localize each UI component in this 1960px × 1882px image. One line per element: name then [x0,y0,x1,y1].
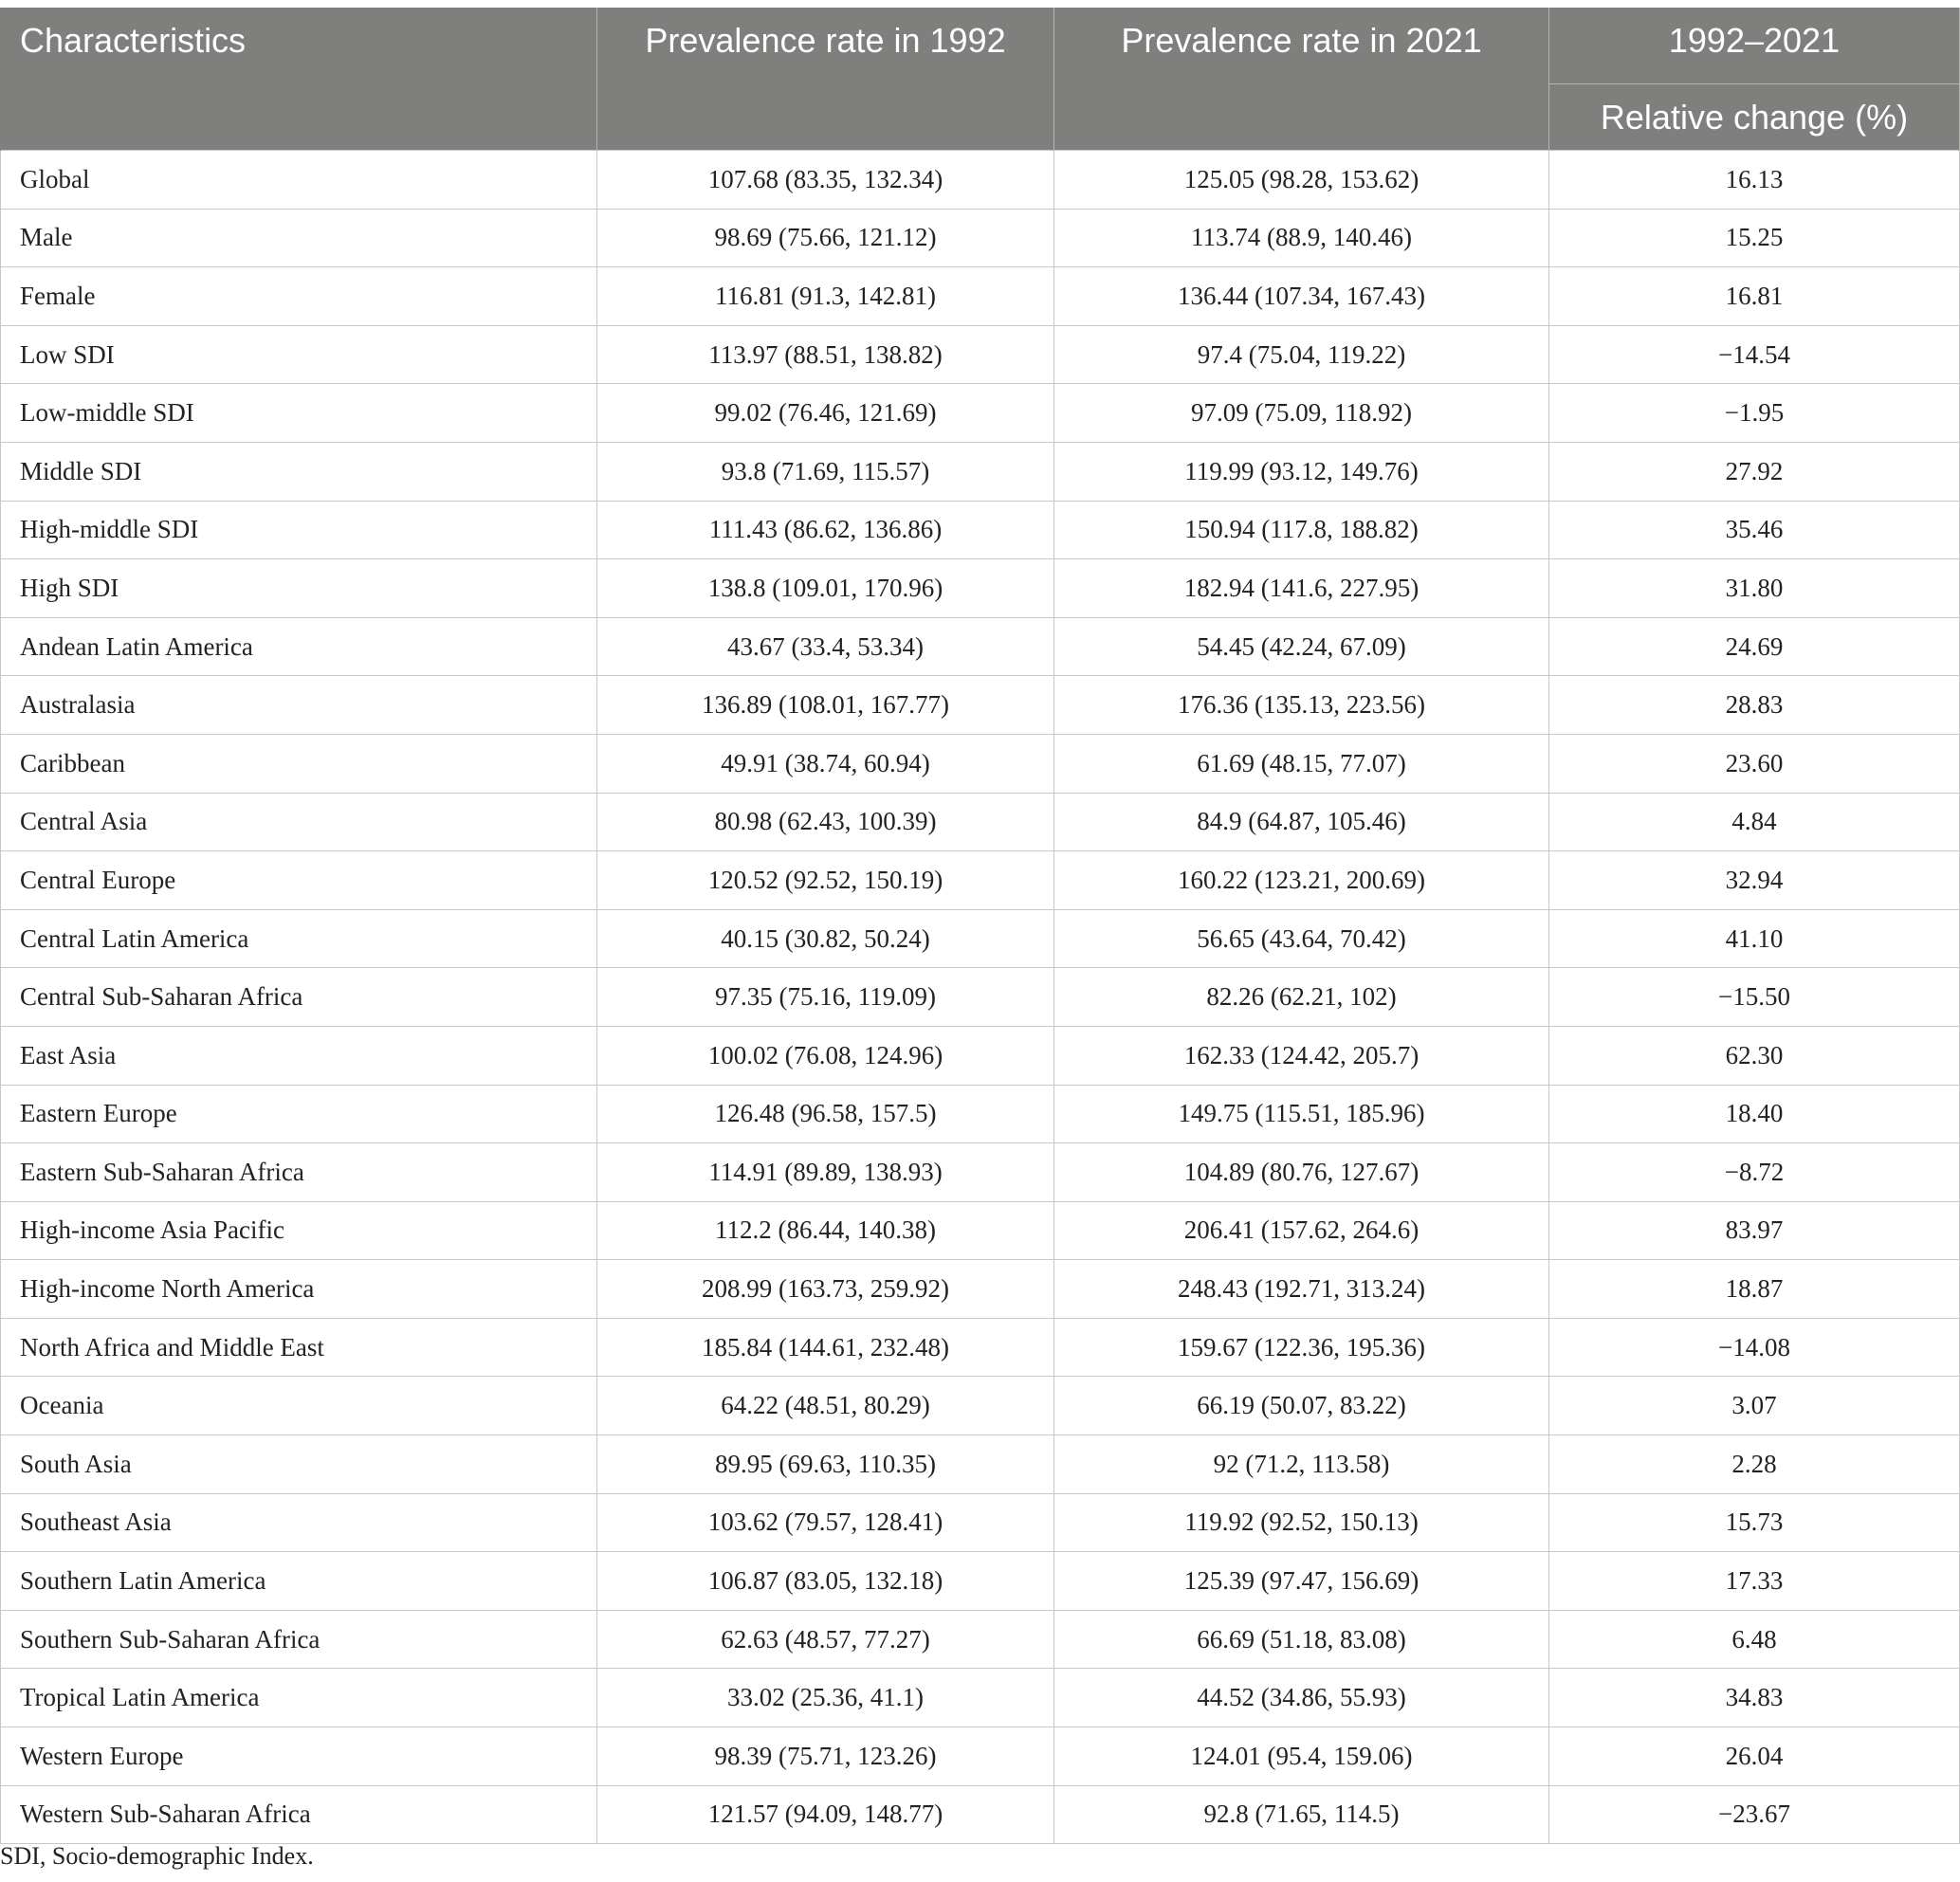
cell-relative-change: 17.33 [1549,1552,1960,1611]
table-row [1,1085,1960,1143]
cell-characteristic: Caribbean [1,734,597,793]
cell-prevalence-1992: 136.89 (108.01, 167.77) [597,676,1054,735]
table-row [1,851,1960,910]
cell-relative-change: −15.50 [1549,968,1960,1027]
cell-prevalence-1992: 40.15 (30.82, 50.24) [597,909,1054,968]
cell-prevalence-1992: 49.91 (38.74, 60.94) [597,734,1054,793]
cell-prevalence-1992: 114.91 (89.89, 138.93) [597,1143,1054,1202]
cell-prevalence-2021: 136.44 (107.34, 167.43) [1054,267,1549,326]
cell-relative-change: 18.40 [1549,1085,1960,1143]
table-row [1,1201,1960,1260]
cell-prevalence-2021: 66.19 (50.07, 83.22) [1054,1377,1549,1435]
table-row [1,1318,1960,1377]
cell-prevalence-2021: 125.39 (97.47, 156.69) [1054,1552,1549,1611]
cell-relative-change: 26.04 [1549,1727,1960,1786]
cell-relative-change: −23.67 [1549,1785,1960,1844]
table-row [1,325,1960,384]
cell-characteristic: Central Sub-Saharan Africa [1,968,597,1027]
header-characteristics: Characteristics [1,8,597,151]
cell-relative-change: 31.80 [1549,559,1960,618]
cell-prevalence-2021: 113.74 (88.9, 140.46) [1054,209,1549,267]
table-row [1,209,1960,267]
cell-relative-change: 15.73 [1549,1493,1960,1552]
cell-prevalence-2021: 160.22 (123.21, 200.69) [1054,851,1549,910]
prevalence-table [0,8,1960,1844]
table-row [1,151,1960,210]
cell-prevalence-1992: 138.8 (109.01, 170.96) [597,559,1054,618]
cell-relative-change: 41.10 [1549,909,1960,968]
cell-prevalence-1992: 43.67 (33.4, 53.34) [597,617,1054,676]
prevalence-table-container [0,8,1959,1844]
cell-characteristic: Eastern Europe [1,1085,597,1143]
cell-prevalence-2021: 125.05 (98.28, 153.62) [1054,151,1549,210]
cell-relative-change: −8.72 [1549,1143,1960,1202]
cell-characteristic: North Africa and Middle East [1,1318,597,1377]
cell-prevalence-2021: 61.69 (48.15, 77.07) [1054,734,1549,793]
cell-prevalence-1992: 33.02 (25.36, 41.1) [597,1669,1054,1727]
cell-prevalence-1992: 98.39 (75.71, 123.26) [597,1727,1054,1786]
cell-relative-change: 2.28 [1549,1435,1960,1494]
cell-prevalence-1992: 99.02 (76.46, 121.69) [597,384,1054,443]
cell-prevalence-1992: 97.35 (75.16, 119.09) [597,968,1054,1027]
cell-relative-change: 16.81 [1549,267,1960,326]
cell-relative-change: 35.46 [1549,501,1960,559]
cell-prevalence-1992: 106.87 (83.05, 132.18) [597,1552,1054,1611]
cell-characteristic: Western Europe [1,1727,597,1786]
table-body [1,151,1960,1844]
cell-characteristic: East Asia [1,1026,597,1085]
cell-prevalence-2021: 82.26 (62.21, 102) [1054,968,1549,1027]
cell-prevalence-2021: 66.69 (51.18, 83.08) [1054,1610,1549,1669]
cell-prevalence-2021: 150.94 (117.8, 188.82) [1054,501,1549,559]
cell-relative-change: −1.95 [1549,384,1960,443]
cell-relative-change: −14.08 [1549,1318,1960,1377]
cell-prevalence-2021: 84.9 (64.87, 105.46) [1054,793,1549,851]
cell-characteristic: Low-middle SDI [1,384,597,443]
cell-relative-change: 34.83 [1549,1669,1960,1727]
cell-characteristic: Low SDI [1,325,597,384]
header-prevalence-1992: Prevalence rate in 1992 [597,8,1054,151]
cell-relative-change: 83.97 [1549,1201,1960,1260]
cell-relative-change: 3.07 [1549,1377,1960,1435]
cell-characteristic: Eastern Sub-Saharan Africa [1,1143,597,1202]
cell-prevalence-2021: 176.36 (135.13, 223.56) [1054,676,1549,735]
table-row [1,968,1960,1027]
cell-relative-change: 6.48 [1549,1610,1960,1669]
header-relative-change: Relative change (%) [1549,84,1960,151]
table-row [1,1026,1960,1085]
header-period: 1992–2021 [1549,8,1960,84]
table-row [1,267,1960,326]
cell-characteristic: Southeast Asia [1,1493,597,1552]
cell-characteristic: Central Asia [1,793,597,851]
cell-prevalence-1992: 80.98 (62.43, 100.39) [597,793,1054,851]
cell-characteristic: Oceania [1,1377,597,1435]
header-prevalence-2021: Prevalence rate in 2021 [1054,8,1549,151]
table-row [1,1610,1960,1669]
cell-prevalence-1992: 98.69 (75.66, 121.12) [597,209,1054,267]
cell-prevalence-1992: 93.8 (71.69, 115.57) [597,442,1054,501]
cell-prevalence-1992: 64.22 (48.51, 80.29) [597,1377,1054,1435]
cell-characteristic: Central Europe [1,851,597,910]
table-row [1,1669,1960,1727]
cell-prevalence-1992: 126.48 (96.58, 157.5) [597,1085,1054,1143]
table-row [1,442,1960,501]
table-row [1,1552,1960,1611]
cell-prevalence-2021: 54.45 (42.24, 67.09) [1054,617,1549,676]
table-row [1,617,1960,676]
cell-prevalence-1992: 121.57 (94.09, 148.77) [597,1785,1054,1844]
cell-characteristic: High-income North America [1,1260,597,1319]
cell-prevalence-1992: 120.52 (92.52, 150.19) [597,851,1054,910]
cell-prevalence-2021: 97.4 (75.04, 119.22) [1054,325,1549,384]
cell-prevalence-1992: 100.02 (76.08, 124.96) [597,1026,1054,1085]
cell-prevalence-1992: 103.62 (79.57, 128.41) [597,1493,1054,1552]
cell-prevalence-1992: 89.95 (69.63, 110.35) [597,1435,1054,1494]
cell-prevalence-2021: 159.67 (122.36, 195.36) [1054,1318,1549,1377]
cell-relative-change: 15.25 [1549,209,1960,267]
cell-prevalence-2021: 104.89 (80.76, 127.67) [1054,1143,1549,1202]
cell-prevalence-2021: 124.01 (95.4, 159.06) [1054,1727,1549,1786]
table-row [1,793,1960,851]
cell-prevalence-2021: 182.94 (141.6, 227.95) [1054,559,1549,618]
cell-prevalence-2021: 162.33 (124.42, 205.7) [1054,1026,1549,1085]
cell-relative-change: 4.84 [1549,793,1960,851]
table-row [1,1143,1960,1202]
cell-characteristic: South Asia [1,1435,597,1494]
table-row [1,1377,1960,1435]
cell-prevalence-2021: 92 (71.2, 113.58) [1054,1435,1549,1494]
cell-prevalence-2021: 119.92 (92.52, 150.13) [1054,1493,1549,1552]
table-row [1,676,1960,735]
cell-characteristic: Female [1,267,597,326]
cell-relative-change: 32.94 [1549,851,1960,910]
cell-prevalence-1992: 208.99 (163.73, 259.92) [597,1260,1054,1319]
cell-relative-change: 62.30 [1549,1026,1960,1085]
cell-prevalence-2021: 248.43 (192.71, 313.24) [1054,1260,1549,1319]
cell-relative-change: 27.92 [1549,442,1960,501]
cell-prevalence-2021: 56.65 (43.64, 70.42) [1054,909,1549,968]
table-row [1,501,1960,559]
cell-prevalence-1992: 116.81 (91.3, 142.81) [597,267,1054,326]
cell-relative-change: 16.13 [1549,151,1960,210]
cell-relative-change: −14.54 [1549,325,1960,384]
cell-characteristic: Middle SDI [1,442,597,501]
table-row [1,909,1960,968]
cell-prevalence-1992: 113.97 (88.51, 138.82) [597,325,1054,384]
cell-prevalence-1992: 112.2 (86.44, 140.38) [597,1201,1054,1260]
table-header [1,8,1960,151]
cell-relative-change: 24.69 [1549,617,1960,676]
table-row [1,1785,1960,1844]
table-row [1,384,1960,443]
table-row [1,1493,1960,1552]
cell-characteristic: Australasia [1,676,597,735]
table-row [1,1727,1960,1786]
cell-relative-change: 18.87 [1549,1260,1960,1319]
cell-characteristic: Global [1,151,597,210]
cell-prevalence-2021: 92.8 (71.65, 114.5) [1054,1785,1549,1844]
cell-characteristic: Central Latin America [1,909,597,968]
cell-characteristic: Male [1,209,597,267]
cell-characteristic: High-middle SDI [1,501,597,559]
cell-characteristic: Southern Sub-Saharan Africa [1,1610,597,1669]
cell-relative-change: 28.83 [1549,676,1960,735]
table-row [1,559,1960,618]
table-row [1,734,1960,793]
cell-relative-change: 23.60 [1549,734,1960,793]
cell-characteristic: Southern Latin America [1,1552,597,1611]
table-row [1,1435,1960,1494]
cell-prevalence-2021: 44.52 (34.86, 55.93) [1054,1669,1549,1727]
table-footnote: SDI, Socio-demographic Index. [0,1842,314,1870]
table-row [1,1260,1960,1319]
cell-prevalence-1992: 185.84 (144.61, 232.48) [597,1318,1054,1377]
cell-prevalence-2021: 119.99 (93.12, 149.76) [1054,442,1549,501]
cell-prevalence-1992: 107.68 (83.35, 132.34) [597,151,1054,210]
cell-characteristic: Western Sub-Saharan Africa [1,1785,597,1844]
cell-characteristic: Tropical Latin America [1,1669,597,1727]
cell-prevalence-1992: 111.43 (86.62, 136.86) [597,501,1054,559]
cell-prevalence-2021: 149.75 (115.51, 185.96) [1054,1085,1549,1143]
cell-prevalence-2021: 206.41 (157.62, 264.6) [1054,1201,1549,1260]
cell-characteristic: High-income Asia Pacific [1,1201,597,1260]
cell-prevalence-1992: 62.63 (48.57, 77.27) [597,1610,1054,1669]
cell-characteristic: Andean Latin America [1,617,597,676]
cell-prevalence-2021: 97.09 (75.09, 118.92) [1054,384,1549,443]
cell-characteristic: High SDI [1,559,597,618]
